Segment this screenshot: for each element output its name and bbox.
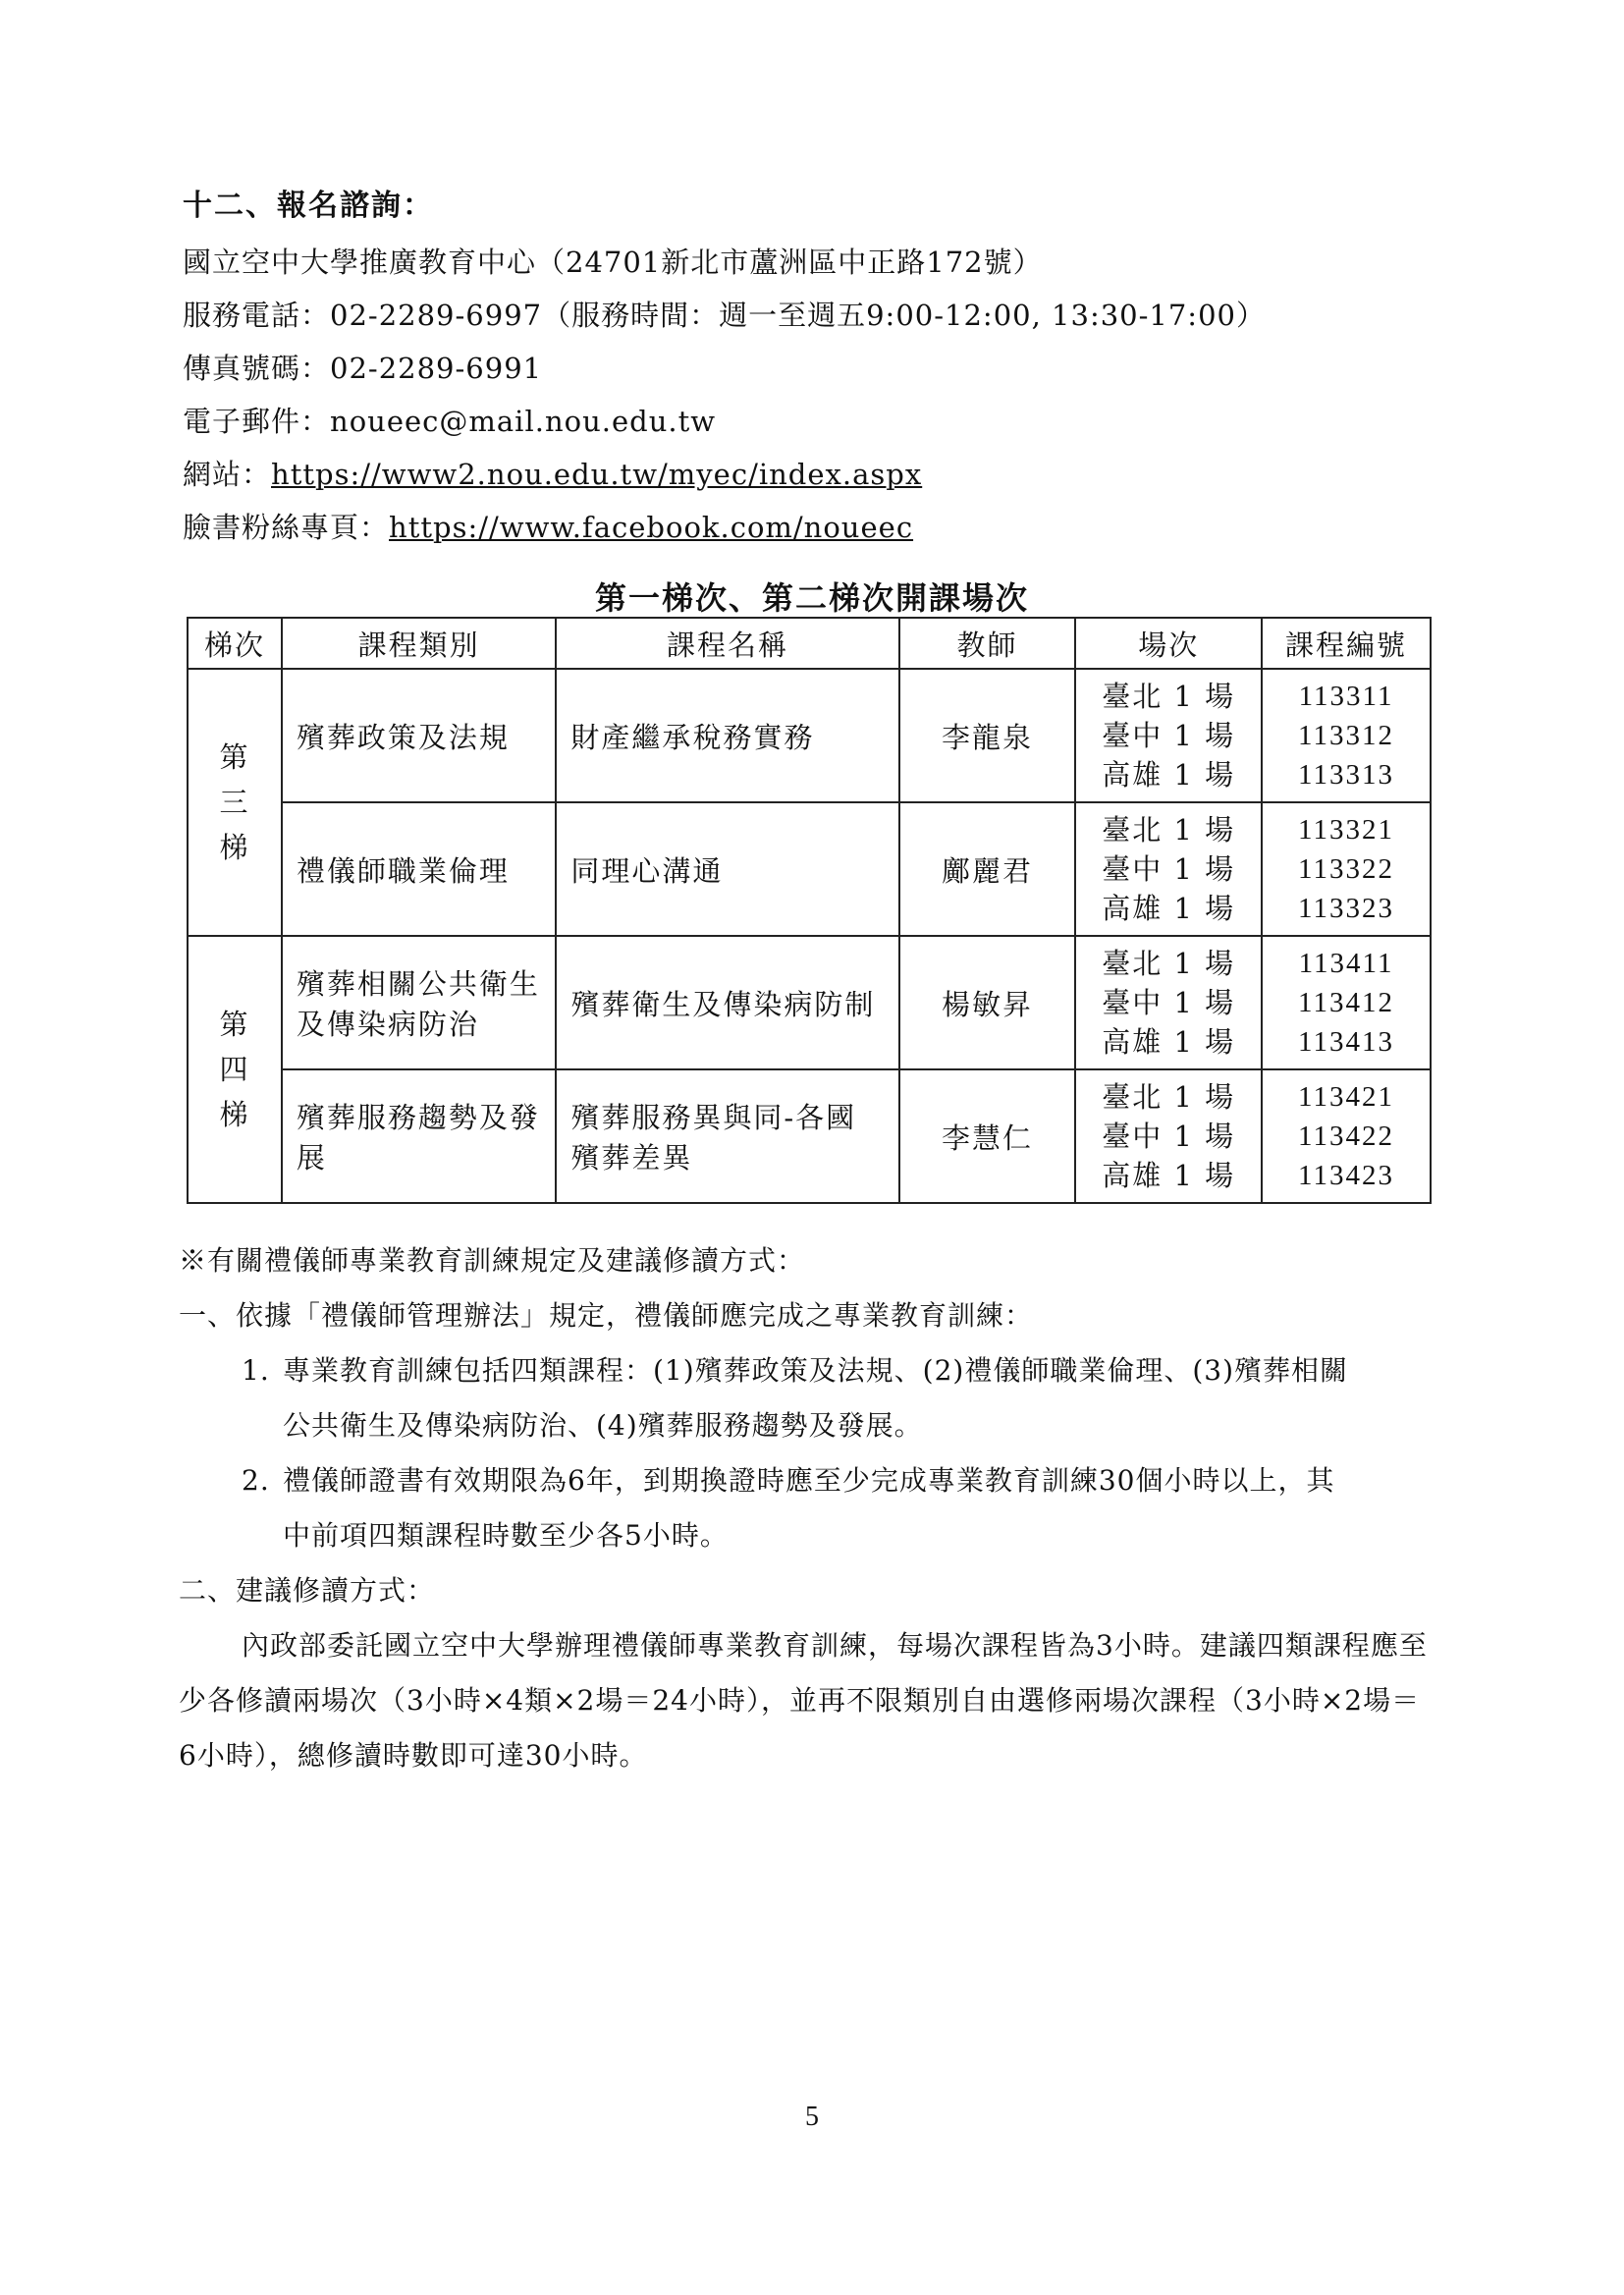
fax-line: 傳真號碼：02-2289-6991 <box>183 352 543 385</box>
list-item-continuation: 公共衛生及傳染病防治、(4)殯葬服務趨勢及發展。 <box>283 1409 923 1442</box>
facebook-label: 臉書粉絲專頁： <box>183 511 390 544</box>
course-code-cell: 113321 113322 113323 <box>1262 802 1431 936</box>
page-number: 5 <box>805 2102 819 2132</box>
list-item-continuation: 中前項四類課程時數至少各5小時。 <box>283 1519 729 1552</box>
teacher-cell: 李慧仁 <box>899 1069 1076 1203</box>
list-number: 1. <box>242 1354 270 1387</box>
website-label: 網站： <box>183 458 272 491</box>
header-tier: 梯次 <box>188 618 282 669</box>
header-course-name: 課程名稱 <box>556 618 898 669</box>
course-code-cell: 113411 113412 113413 <box>1262 936 1431 1069</box>
table-row <box>188 1069 1431 1203</box>
sessions-cell: 臺北 1 場 臺中 1 場 高雄 1 場 <box>1075 802 1262 936</box>
section-heading: 十二、報名諮詢： <box>183 189 434 223</box>
recommendation-paragraph: 內政部委託國立空中大學辦理禮儀師專業教育訓練，每場次課程皆為3小時。建議四類課程應至少各修讀兩場次（3小時×4類×2場＝24小時），並再不限類別自由選修兩場次課程（3小時×2場＝6小時），總修讀時數即可達30小時。 <box>179 1629 1428 1772</box>
phone-line: 服務電話：02-2289-6997（服務時間：週一至週五9:00-12:00, 13:30-17:00） <box>183 299 1266 332</box>
table-title: 第一梯次、第二梯次開課場次 <box>594 579 1029 617</box>
list-number: 2. <box>242 1464 270 1497</box>
header-course-code: 課程編號 <box>1262 618 1431 669</box>
website-line <box>183 448 1266 501</box>
category-cell: 殯葬相關公共衛生及傳染病防治 <box>282 936 556 1069</box>
facebook-link[interactable]: https://www.facebook.com/noueec <box>389 511 914 544</box>
contact-block <box>183 236 1266 554</box>
header-sessions: 場次 <box>1075 618 1262 669</box>
sessions-cell: 臺北 1 場 臺中 1 場 高雄 1 場 <box>1075 669 1262 802</box>
teacher-cell: 鄺麗君 <box>899 802 1076 936</box>
teacher-cell: 李龍泉 <box>899 669 1076 802</box>
course-name-cell: 殯葬服務異與同-各國殯葬差異 <box>556 1069 898 1203</box>
table-row <box>188 802 1431 936</box>
category-cell: 禮儀師職業倫理 <box>282 802 556 936</box>
tier-cell: 第 三 梯 <box>188 669 282 936</box>
org-address: 國立空中大學推廣教育中心（24701新北市蘆洲區中正路172號） <box>183 246 1043 279</box>
table-header-row <box>188 618 1431 669</box>
email-address: noueec@mail.nou.edu.tw <box>330 405 717 438</box>
header-teacher: 教師 <box>899 618 1076 669</box>
table-row <box>188 669 1431 802</box>
table-row <box>188 936 1431 1069</box>
website-link[interactable]: https://www2.nou.edu.tw/myec/index.aspx <box>271 458 923 491</box>
notes-section-one: 一、依據「禮儀師管理辦法」規定，禮儀師應完成之專業教育訓練： <box>179 1299 1034 1332</box>
tier-cell: 第 四 梯 <box>188 936 282 1203</box>
email-line <box>183 395 1266 448</box>
list-item: 2. 禮儀師證書有效期限為6年，到期換證時應至少完成專業教育訓練30個小時以上，其 <box>179 1453 1435 1508</box>
header-category: 課程類別 <box>282 618 556 669</box>
category-cell: 殯葬政策及法規 <box>282 669 556 802</box>
notes-section-two: 二、建議修讀方式： <box>179 1574 436 1607</box>
list-item: 1. 專業教育訓練包括四類課程：(1)殯葬政策及法規、(2)禮儀師職業倫理、(3)殯葬相關 <box>179 1343 1435 1398</box>
course-name-cell: 財產繼承稅務實務 <box>556 669 898 802</box>
email-label: 電子郵件： <box>183 405 331 438</box>
notes-section <box>179 1233 1435 1783</box>
course-code-cell: 113421 113422 113423 <box>1262 1069 1431 1203</box>
sessions-cell: 臺北 1 場 臺中 1 場 高雄 1 場 <box>1075 936 1262 1069</box>
course-name-cell: 殯葬衛生及傳染病防制 <box>556 936 898 1069</box>
course-table <box>187 617 1432 1204</box>
course-name-cell: 同理心溝通 <box>556 802 898 936</box>
sessions-cell: 臺北 1 場 臺中 1 場 高雄 1 場 <box>1075 1069 1262 1203</box>
category-cell: 殯葬服務趨勢及發展 <box>282 1069 556 1203</box>
teacher-cell: 楊敏昇 <box>899 936 1076 1069</box>
course-code-cell: 113311 113312 113313 <box>1262 669 1431 802</box>
notes-intro: ※有關禮儀師專業教育訓練規定及建議修讀方式： <box>179 1244 806 1277</box>
facebook-line <box>183 501 1266 554</box>
